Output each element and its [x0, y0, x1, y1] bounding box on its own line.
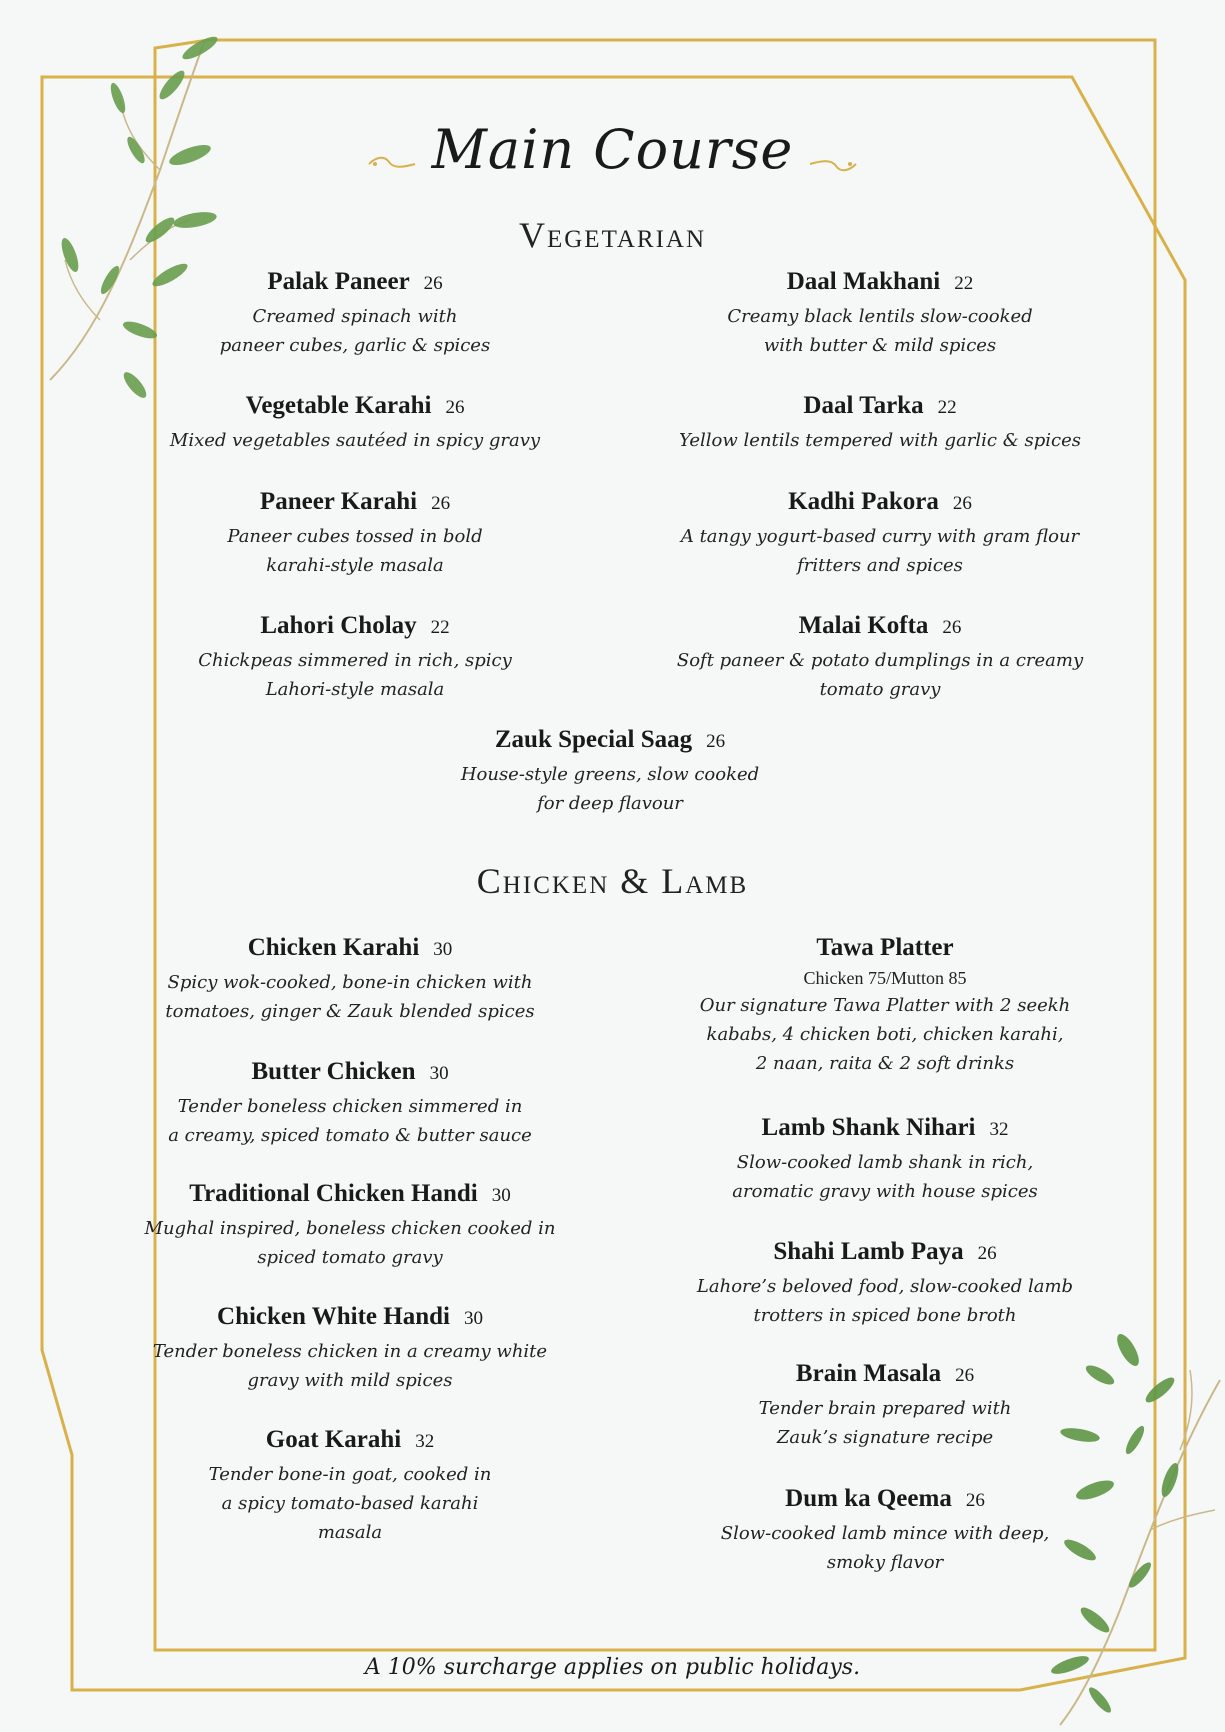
item-name: Palak Paneer [267, 268, 410, 295]
section-title-chicken-lamb: Chicken & Lamb [476, 861, 749, 901]
item-price-options: Chicken 75/Mutton 85 [803, 968, 967, 988]
item-name: Traditional Chicken Handi [189, 1180, 478, 1207]
menu-item-kadhi-pakora [660, 488, 1100, 580]
item-description: Tender boneless chicken in a creamy white gravy with mild spices [152, 1341, 548, 1391]
item-name: Tawa Platter [816, 934, 954, 961]
item-name: Brain Masala [795, 1360, 942, 1387]
menu-item-daal-tarka [660, 392, 1100, 455]
item-description: Tender brain prepared with Zauk’s signature recipe [758, 1398, 1012, 1448]
menu-item-daal-makhani [660, 268, 1100, 360]
item-description: Spicy wok-cooked, bone-in chicken with tomatoes, ginger & Zauk blended spices [165, 972, 535, 1022]
ornament-swirl-right-icon [808, 154, 858, 174]
item-price: 32 [415, 1431, 435, 1452]
item-price: 26 [955, 1365, 975, 1386]
item-price: 30 [463, 1308, 483, 1329]
item-description: Mixed vegetables sautéed in spicy gravy [169, 430, 541, 451]
item-name: Kadhi Pakora [788, 488, 939, 515]
menu-item-malai-kofta [660, 612, 1100, 704]
item-description: Soft paneer & potato dumplings in a creamy tomato gravy [676, 650, 1084, 700]
menu-item-brain-masala [665, 1360, 1105, 1452]
item-name: Shahi Lamb Paya [773, 1238, 964, 1265]
item-description: Paneer cubes tossed in bold karahi-style masala [227, 526, 483, 576]
item-price: 30 [491, 1185, 511, 1206]
menu-item-zauk-special-saag [410, 726, 810, 818]
item-name: Daal Makhani [786, 268, 941, 295]
section-title-vegetarian: Vegetarian [518, 215, 707, 255]
item-description: Mughal inspired, boneless chicken cooked in spiced tomato gravy [144, 1218, 556, 1268]
item-name: Vegetable Karahi [245, 392, 432, 419]
item-price: 22 [937, 397, 957, 418]
item-price: 22 [954, 273, 974, 294]
item-description: Creamy black lentils slow-cooked with butter & mild spices [727, 306, 1033, 356]
item-description: Slow-cooked lamb mince with deep, smoky flavor [720, 1523, 1050, 1573]
item-price: 26 [423, 273, 443, 294]
item-description: Yellow lentils tempered with garlic & spices [679, 430, 1081, 451]
item-description: Chickpeas simmered in rich, spicy Lahori-style masala [198, 650, 512, 700]
item-description: Tender boneless chicken simmered in a creamy, spiced tomato & butter sauce [168, 1096, 532, 1146]
item-price: 26 [431, 493, 451, 514]
item-name: Lamb Shank Nihari [761, 1114, 976, 1141]
item-price: 30 [433, 939, 453, 960]
menu-item-lahori-cholay [150, 612, 560, 704]
menu-item-tawa-platter [665, 934, 1105, 1078]
ornament-swirl-left-icon [367, 154, 417, 174]
menu-item-butter-chicken [130, 1058, 570, 1150]
item-description: Our signature Tawa Platter with 2 seekh kababs, 4 chicken boti, chicken karahi, 2 naan, raita & 2 soft drinks [699, 995, 1071, 1074]
menu-item-vegetable-karahi [150, 392, 560, 455]
item-price: 22 [430, 617, 450, 638]
menu-item-palak-paneer [150, 268, 560, 360]
item-name: Chicken Karahi [247, 934, 420, 961]
item-description: Creamed spinach with paneer cubes, garlic & spices [219, 306, 491, 356]
item-description: House-style greens, slow cooked for deep flavour [460, 764, 760, 814]
item-description: Slow-cooked lamb shank in rich, aromatic gravy with house spices [732, 1152, 1038, 1202]
title-row [0, 118, 1225, 181]
page-title: Main Course [431, 118, 794, 181]
item-name: Paneer Karahi [259, 488, 418, 515]
item-name: Zauk Special Saag [494, 726, 693, 753]
surcharge-note: A 10% surcharge applies on public holidays. [364, 1655, 861, 1680]
item-price: 32 [989, 1119, 1009, 1140]
menu-item-chicken-karahi [130, 934, 570, 1026]
item-name: Chicken White Handi [217, 1303, 450, 1330]
menu-item-dum-ka-qeema [665, 1485, 1105, 1577]
item-price: 26 [952, 493, 972, 514]
item-description: Tender bone-in goat, cooked in a spicy tomato-based karahi masala [208, 1464, 492, 1543]
item-name: Butter Chicken [251, 1058, 416, 1085]
item-price: 26 [977, 1243, 997, 1264]
menu-item-traditional-chicken-handi [130, 1180, 570, 1272]
menu-item-goat-karahi [130, 1426, 570, 1547]
menu-item-shahi-lamb-paya [665, 1238, 1105, 1330]
menu-item-lamb-shank-nihari [665, 1114, 1105, 1206]
item-description: A tangy yogurt-based curry with gram flour fritters and spices [680, 526, 1080, 576]
item-price: 26 [965, 1490, 985, 1511]
item-name: Daal Tarka [803, 392, 924, 419]
item-name: Dum ka Qeema [785, 1485, 952, 1512]
item-price: 26 [706, 731, 726, 752]
item-price: 26 [445, 397, 465, 418]
item-price: 26 [942, 617, 962, 638]
item-name: Lahori Cholay [260, 612, 417, 639]
item-price: 30 [429, 1063, 449, 1084]
item-description: Lahore’s beloved food, slow-cooked lamb trotters in spiced bone broth [696, 1276, 1074, 1326]
menu-item-paneer-karahi [150, 488, 560, 580]
item-name: Goat Karahi [265, 1426, 402, 1453]
menu-item-chicken-white-handi [130, 1303, 570, 1395]
item-name: Malai Kofta [798, 612, 929, 639]
